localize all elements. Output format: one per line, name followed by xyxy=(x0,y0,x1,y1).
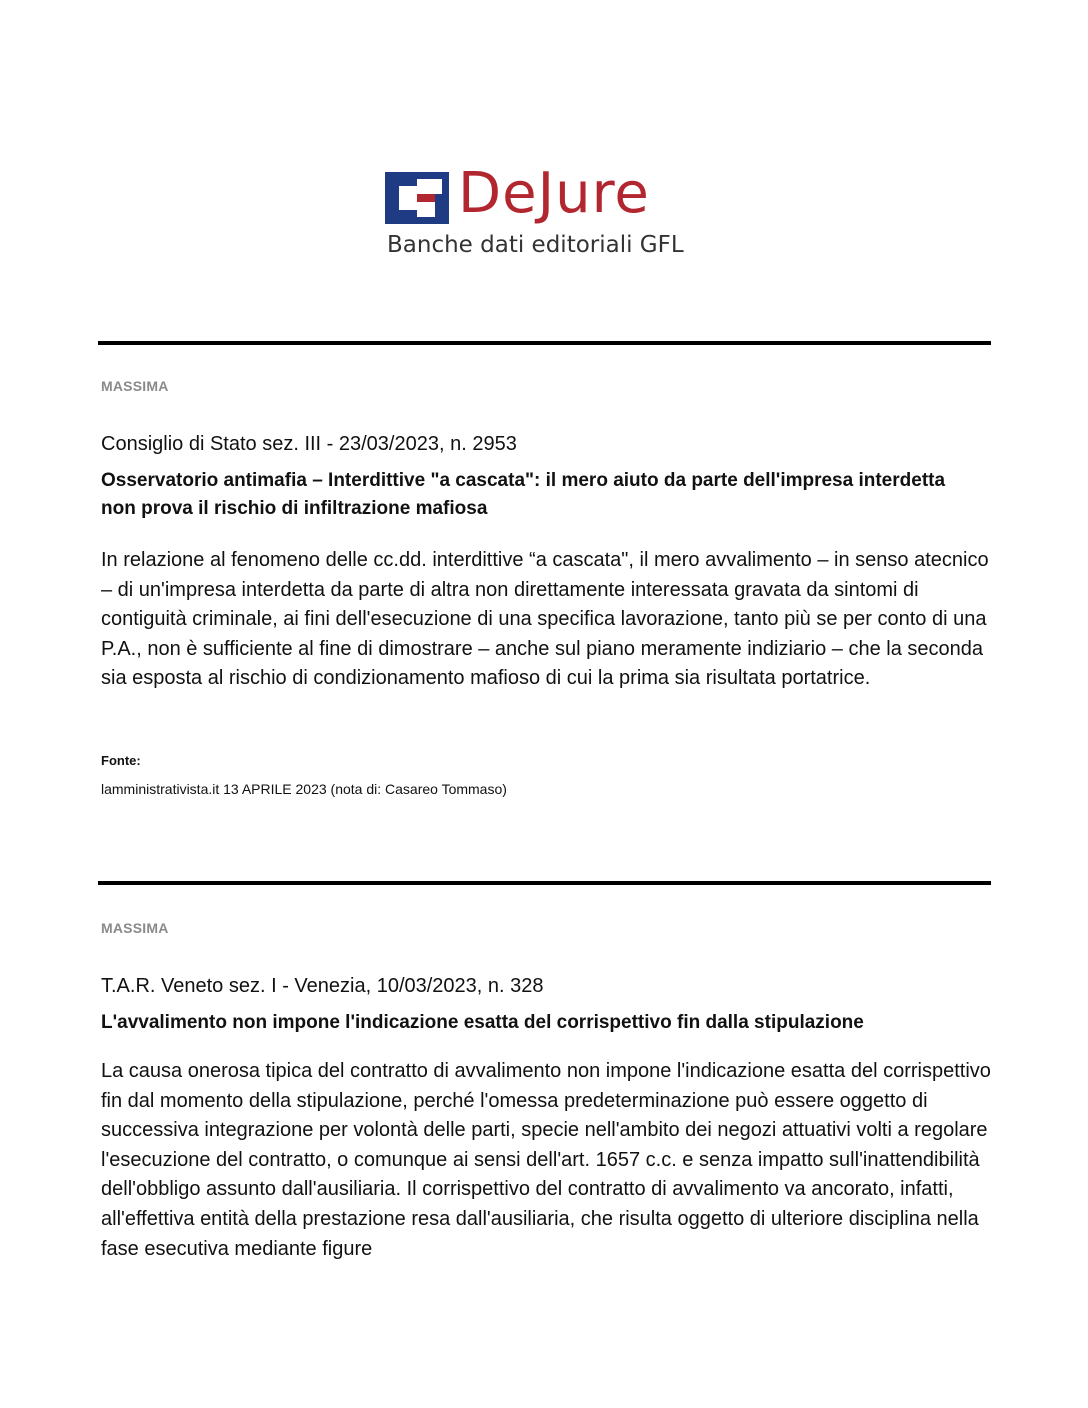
massima-body: In relazione al fenomeno delle cc.dd. interdittive “a cascata", il mero avvalimento – in senso atecnico – di un'impresa interdetta da parte di altra non direttamente interessata gravata da sintomi di contiguità criminale, ai fini dell'esecuzione di una specifica lavorazione, tanto più se per conto di una P.A., non è sufficiente al fine di dimostrare – anche sul piano meramente indiziario – che la seconda sia esposta al rischio di condizionamento mafioso di cui la prima sia risultata portatrice. xyxy=(101,549,989,690)
source-text: lamministrativista.it 13 APRILE 2023 (nota di: Casareo Tommaso) xyxy=(101,781,507,797)
case-citation: Consiglio di Stato sez. III - 23/03/2023, n. 2953 xyxy=(101,433,517,455)
logo-wordmark: DeJure xyxy=(458,161,650,226)
section-divider xyxy=(98,341,991,345)
section-label: MASSIMA xyxy=(101,378,169,394)
case-citation: T.A.R. Veneto sez. I - Venezia, 10/03/2023, n. 328 xyxy=(101,975,544,997)
section-label: MASSIMA xyxy=(101,920,169,936)
massima-title: Osservatorio antimafia – Interdittive "a cascata": il mero aiuto da parte dell'impresa interdetta non prova il rischio di infiltrazione mafiosa xyxy=(101,470,946,519)
dejure-logo xyxy=(385,161,705,268)
source-label: Fonte: xyxy=(101,753,141,768)
massima-title: L'avvalimento non impone l'indicazione esatta del corrispettivo fin dalla stipulazione xyxy=(101,1012,864,1033)
section-divider xyxy=(98,881,991,885)
logo-tagline: Banche dati editoriali GFL xyxy=(387,232,684,258)
massima-body: La causa onerosa tipica del contratto di avvalimento non impone l'indicazione esatta del corrispettivo fin dal momento della stipulazione, perché l'omessa predeterminazione può essere oggetto di successiva integrazione per volontà delle parti, specie nell'ambito dei negozi attuativi volti a regolare l'esecuzione del contratto, o comunque ai sensi dell'art. 1657 c.c. e senza impatto sull'inattendibilità dell'obbligo assunto dall'ausiliaria. Il corrispettivo del contratto di avvalimento va ancorato, infatti, all'effettiva entità della prestazione resa dall'ausiliaria, che risulta oggetto di ulteriore disciplina nella fase esecutiva mediante figure xyxy=(101,1060,991,1260)
dejure-logo-mark-icon xyxy=(385,172,449,224)
